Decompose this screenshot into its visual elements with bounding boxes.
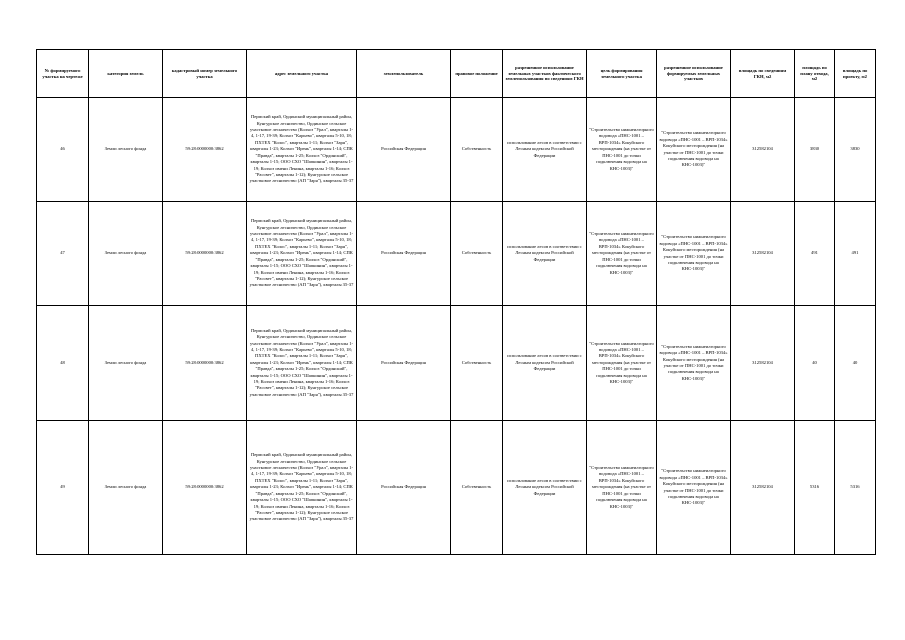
cell-land-category: Земли лесного фонда	[89, 306, 163, 421]
cell-land-category: Земли лесного фонда	[89, 98, 163, 202]
header-area-plan: площадь по плану отвода, м2	[795, 50, 835, 98]
cell-allowed-use: "Строительство нижнеилгорного водовода «ПНС-1001 – ВРП-1034» Кокуйского месторождения (на участке от ПНС-1001 до точки подключения водовода на КНС-1003)"	[657, 306, 731, 421]
cell-cadastral-number: 59:28:0000000:3862	[163, 421, 247, 555]
table-row	[37, 98, 876, 202]
cell-area-plan: 5316	[795, 421, 835, 555]
cell-address: Пермский край, Ординский муниципальный район, Кунгурское лесничество, Ординское сельское участковое лесничество (Колхоз "Урал", кварталы 1-4, 1-17, 19-39; Колхоз "Карьево", кварталы 5-10, 18; ПХТЕХ "Колос", кварталы 1-11; Колхоз "Заря", кварталы 1-23; Колхоз "Ирень", кварталы 1-14; СПК "Правда", кварталы 1-25; Колхоз "Ординский", кварталы 1-15; ООО СХО "Шапкинин", кварталы 1-19; Колхоз имени Ленина, кварталы 1-16; Колхоз "Рассвет", кварталы 1-12); Кунгурское сельское участковое лесничество (АП "Заря"), кварталы 35-37	[247, 421, 357, 555]
cell-plot-number: 47	[37, 202, 89, 306]
header-purpose: цель формирования земельного участка	[587, 50, 657, 98]
cell-area-plan: 40	[795, 306, 835, 421]
header-allowed-use: разрешенное использование формируемых земельных участков	[657, 50, 731, 98]
cell-area-project: 40	[835, 306, 876, 421]
cell-area-project: 5316	[835, 421, 876, 555]
table-row	[37, 202, 876, 306]
cell-purpose: "Строительство нижнеилгорного водовода «ПНС-1001 – ВРП-1034» Кокуйского месторождения (на участке от ПНС-1001 до точки подключения водовода на КНС-1003)"	[587, 421, 657, 555]
header-plot-number: № формируемого участка на чертеже	[37, 50, 89, 98]
cell-allowed-use: "Строительство нижнеилгорного водовода «ПНС-1001 – ВРП-1034» Кокуйского месторождения (на участке от ПНС-1001 до точки подключения водовода на КНС-1003)"	[657, 421, 731, 555]
cell-current-use: использование лесов в соответствии с Лесным кодексом Российской Федерации	[503, 421, 587, 555]
cell-allowed-use: "Строительство нижнеилгорного водовода «ПНС-1001 – ВРП-1034» Кокуйского месторождения (на участке от ПНС-1001 до точки подключения водовода на КНС-1003)"	[657, 98, 731, 202]
cell-area-gkn: 312582104	[731, 202, 795, 306]
cell-cadastral-number: 59:28:0000000:3862	[163, 202, 247, 306]
header-cadastral-number: кадастровый номер земельного участка	[163, 50, 247, 98]
cell-current-use: использование лесов в соответствии с Лесным кодексом Российской Федерации	[503, 98, 587, 202]
cell-purpose: "Строительство нижнеилгорного водовода «ПНС-1001 – ВРП-1034» Кокуйского месторождения (на участке от ПНС-1001 до точки подключения водовода на КНС-1003)"	[587, 202, 657, 306]
header-address: адрес земельного участка	[247, 50, 357, 98]
cell-land-user: Российская Федерация	[357, 98, 451, 202]
header-area-project: площадь по проекту, м2	[835, 50, 876, 98]
land-plots-sheet	[36, 49, 875, 555]
land-plots-table	[36, 49, 876, 555]
cell-address: Пермский край, Ординский муниципальный район, Кунгурское лесничество, Ординское сельское участковое лесничество (Колхоз "Урал", кварталы 1-4, 1-17, 19-39; Колхоз "Карьево", кварталы 5-10, 18; ПХТЕХ "Колос", кварталы 1-11; Колхоз "Заря", кварталы 1-23; Колхоз "Ирень", кварталы 1-14; СПК "Правда", кварталы 1-25; Колхоз "Ординский", кварталы 1-15; ООО СХО "Шапкинин", кварталы 1-19; Колхоз имени Ленина, кварталы 1-16; Колхоз "Рассвет", кварталы 1-12); Кунгурское сельское участковое лесничество (АП "Заря"), кварталы 35-37	[247, 202, 357, 306]
header-land-category: категория земель	[89, 50, 163, 98]
cell-allowed-use: "Строительство нижнеилгорного водовода «ПНС-1001 – ВРП-1034» Кокуйского месторождения (на участке от ПНС-1001 до точки подключения водовода на КНС-1003)"	[657, 202, 731, 306]
cell-area-gkn: 312582104	[731, 421, 795, 555]
header-area-gkn: площадь по сведениям ГКН, м2	[731, 50, 795, 98]
header-land-user: землепользователь	[357, 50, 451, 98]
cell-land-user: Российская Федерация	[357, 421, 451, 555]
cell-plot-number: 48	[37, 306, 89, 421]
cell-current-use: использование лесов в соответствии с Лесным кодексом Российской Федерации	[503, 306, 587, 421]
cell-area-project: 3830	[835, 98, 876, 202]
cell-cadastral-number: 59:28:0000000:3862	[163, 306, 247, 421]
cell-legal-status: Собственность	[451, 306, 503, 421]
cell-address: Пермский край, Ординский муниципальный район, Кунгурское лесничество, Ординское сельское участковое лесничество (Колхоз "Урал", кварталы 1-4, 1-17, 19-39; Колхоз "Карьево", кварталы 5-10, 18; ПХТЕХ "Колос", кварталы 1-11; Колхоз "Заря", кварталы 1-23; Колхоз "Ирень", кварталы 1-14; СПК "Правда", кварталы 1-25; Колхоз "Ординский", кварталы 1-15; ООО СХО "Шапкинин", кварталы 1-19; Колхоз имени Ленина, кварталы 1-16; Колхоз "Рассвет", кварталы 1-12); Кунгурское сельское участковое лесничество (АП "Заря"), кварталы 35-37	[247, 98, 357, 202]
cell-plot-number: 46	[37, 98, 89, 202]
cell-address: Пермский край, Ординский муниципальный район, Кунгурское лесничество, Ординское сельское участковое лесничество (Колхоз "Урал", кварталы 1-4, 1-17, 19-39; Колхоз "Карьево", кварталы 5-10, 18; ПХТЕХ "Колос", кварталы 1-11; Колхоз "Заря", кварталы 1-23; Колхоз "Ирень", кварталы 1-14; СПК "Правда", кварталы 1-25; Колхоз "Ординский", кварталы 1-15; ООО СХО "Шапкинин", кварталы 1-19; Колхоз имени Ленина, кварталы 1-16; Колхоз "Рассвет", кварталы 1-12); Кунгурское сельское участковое лесничество (АП "Заря"), кварталы 35-37	[247, 306, 357, 421]
header-current-use: разрешенное использование земельных участков фактического землепользования по сведениям ГКН	[503, 50, 587, 98]
cell-purpose: "Строительство нижнеилгорного водовода «ПНС-1001 – ВРП-1034» Кокуйского месторождения (на участке от ПНС-1001 до точки подключения водовода на КНС-1003)"	[587, 306, 657, 421]
cell-legal-status: Собственность	[451, 202, 503, 306]
cell-area-plan: 3830	[795, 98, 835, 202]
cell-legal-status: Собственность	[451, 98, 503, 202]
cell-plot-number: 49	[37, 421, 89, 555]
cell-purpose: "Строительство нижнеилгорного водовода «ПНС-1001 – ВРП-1034» Кокуйского месторождения (на участке от ПНС-1001 до точки подключения водовода на КНС-1003)"	[587, 98, 657, 202]
cell-cadastral-number: 59:28:0000000:3862	[163, 98, 247, 202]
cell-land-user: Российская Федерация	[357, 306, 451, 421]
cell-area-gkn: 312582104	[731, 98, 795, 202]
table-row	[37, 306, 876, 421]
table-row	[37, 421, 876, 555]
cell-land-category: Земли лесного фонда	[89, 421, 163, 555]
cell-land-user: Российская Федерация	[357, 202, 451, 306]
cell-area-gkn: 312582104	[731, 306, 795, 421]
cell-legal-status: Собственность	[451, 421, 503, 555]
cell-area-project: 491	[835, 202, 876, 306]
cell-current-use: использование лесов в соответствии с Лесным кодексом Российской Федерации	[503, 202, 587, 306]
cell-area-plan: 491	[795, 202, 835, 306]
header-legal-status: правовое положение	[451, 50, 503, 98]
table-header-row	[37, 50, 876, 98]
cell-land-category: Земли лесного фонда	[89, 202, 163, 306]
